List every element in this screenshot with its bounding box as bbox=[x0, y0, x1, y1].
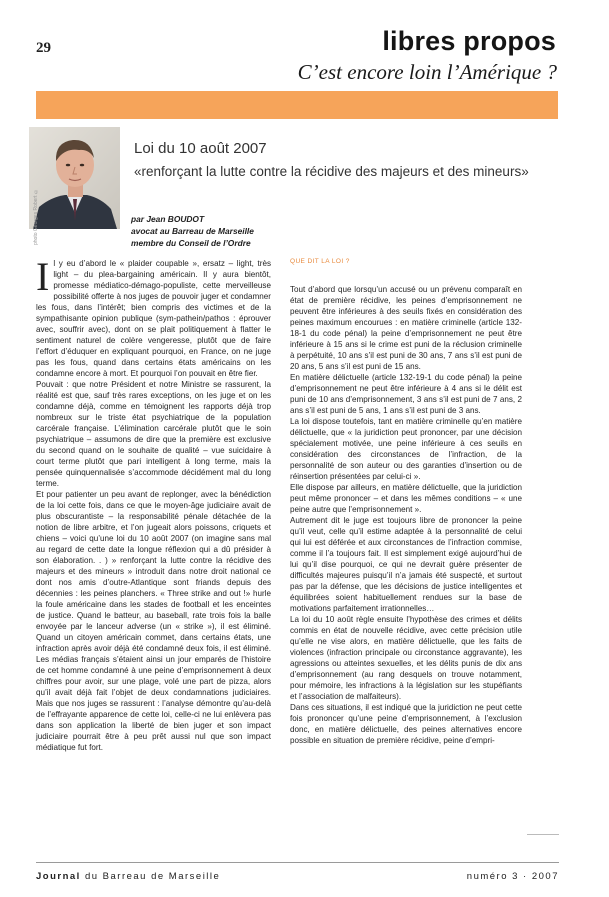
orange-header-band bbox=[36, 91, 558, 119]
footer-journal-name bbox=[36, 871, 220, 882]
left-paragraph: l y eu d’abord le « plaider coupable », ersatz – light, très light – du plea-bargaining américain. Il y aura bientôt, promesse médiatico-démago-populiste, cette merveilleuse possibilité offerte à nos juges de pouvoir juger et condamner les fous, dans l’intérêt; bien compris des victimes et de la sympathisante opinion publique (sym-pathein/pathos : éprouver avec, souffrir avec), dont on se plait politiquement à flatter le sentiment naturel de colère vengeresse, plutôt que de faire l’effort d’éduquer en expliquant pourquoi, en France, on ne juge pas les fous, quand dans certains états américains on les condamne encore à mort. Et pourquoi l’on pouvait en être fier. bbox=[36, 259, 271, 378]
right-paragraph: Autrement dit le juge est toujours libre de prononcer la peine qu’il veut, celle qu’il estime adaptée à la personnalité de celui qui lui est déférée et aux circonstances de l’infraction commise, comme il l’a toujours fait. Il est simplement exigé aujourd’hui de lui qu’il dise pourquoi, ce qui ne devrait guère présenter de difficultés majeures puisqu’il n’a jamais été suspecté, et surtout pas par la défense, que les décisions de justice intelligentes et équilibrées soient habituellement rendues sur la base de motivations parfaitement irrationnelles… bbox=[290, 516, 522, 613]
photo-credit: photo Georges Robert © bbox=[33, 188, 39, 245]
author-role: avocat au Barreau de Marseille bbox=[131, 226, 254, 236]
left-column bbox=[36, 254, 271, 753]
drop-cap: I bbox=[36, 254, 50, 299]
author-photo bbox=[29, 127, 120, 229]
left-paragraph: Et pour patienter un peu avant de replonger, avec la bénédiction de la loi cette fois, dans ce que le moyen-âge judiciaire avait de plus obscurantiste – la responsabilité pénale détachée de la notion de libre arbitre, et l’on jugeait alors poissons, criquets et chiens – voici qu’une loi du 10 août 2007 (on imagine sans mal au regard de cette date la longue réflexion qui a dû présider à son élaboration. . ) » renforçant la lutte contre la récidive des majeurs et des mineurs » introduit dans notre droit national ce dont nos amis d’outre-Atlantique sont friands depuis des décennies : les peines planchers. « Three strike and out !» hurle la foule américaine dans les stades de football et les enceintes de justice. Quand le batteur, au baseball, rate trois fois la balle envoyée par le lanceur adverse (un « strike »), il est éliminé. Quand un citoyen américain commet, dans certains états, une infraction après avoir déjà été condamné deux fois, il est éliminé. Les médias français s’étaient ainsi un jour emparés de l’histoire de cet homme condamné à une peine d’emprisonnement à deux chiffres pour avoir, sur une plage, volé une part de pizza, alors qu’il avait déjà fait l’objet de deux condamnations judiciaires. Mais que nos juges se rassurent : l’analyse démontre qu’au-delà de l’effrayante apparence de cette loi, celle-ci ne lui enlèvera pas dans son application la liberté de bien juger et son impact judiciaire pourrait être à peu prêt aussi nul que son impact médiatique fut fort. bbox=[36, 490, 271, 752]
footer-journal-prefix: Journal bbox=[36, 871, 81, 882]
right-column bbox=[290, 284, 522, 746]
left-paragraph: Pouvait : que notre Président et notre Ministre se rassurent, la réalité est que, sauf très rares exceptions, on les juge et on les condamne déjà, comme en témoignent les rapports déjà trop nombreux sur le triste état psychiatrique de la population carcérale française. L’élimination carcérale plutôt que le soin psychiatrique – assumons de dire que la première est exclusive du second quand on le souhaite de qualité – vue suicidaire à court terme plutôt que pari intelligent à long terme, mais la pensée quinquennalisée s’accommode décidément mal du long terme. bbox=[36, 380, 271, 488]
footer-journal-rest: du Barreau de Marseille bbox=[84, 871, 221, 882]
subheading-que-dit-la-loi: QUE DIT LA LOI ? bbox=[290, 258, 350, 265]
section-subtitle: C’est encore loin l’Amérique ? bbox=[297, 60, 557, 84]
footer-divider bbox=[36, 862, 559, 863]
page-number: 29 bbox=[36, 40, 51, 56]
right-paragraph: Dans ces situations, il est indiqué que la juridiction ne peut cette fois prononcer qu’une peine d’emprisonnement, à l’exclusion donc, en matière délictuelle, des peines alternatives encore possible en situation de première récidive, peine d’empri- bbox=[290, 703, 522, 745]
right-paragraph: La loi du 10 août règle ensuite l’hypothèse des crimes et délits commis en état de nouvelle récidive, avec cette précision utile qu’elle ne vise alors, en matière délictuelle, que les faits de violences (infraction principale ou circonstance aggravante), les agressions ou atteintes sexuelles, et les délits punis de dix ans d’emprisonnement (au rang desquels on trouve notamment, pour mémoire, les infractions à la législation sur les stupéfiants et l’association de malfaiteurs). bbox=[290, 615, 522, 701]
footer-issue-number: numéro 3 · 2007 bbox=[466, 871, 559, 882]
author-byline: par Jean BOUDOT bbox=[131, 214, 205, 224]
right-paragraph: En matière délictuelle (article 132-19-1 du code pénal) la peine d’emprisonnement ne peut être inférieure à 4 ans si le délit est puni de 10 ans d’emprisonnement, 3 ans s’il est puni de 7 ans, 2 ans s’il est puni de 5 ans, 1 ans s’il est puni de 3 ans. bbox=[290, 373, 522, 415]
right-paragraph: Elle dispose par ailleurs, en matière délictuelle, que la juridiction peut même prononcer – et dans les mêmes conditions – « une peine autre que l’emprisonnement ». bbox=[290, 483, 522, 514]
article-title: Loi du 10 août 2007 bbox=[134, 140, 267, 157]
author-position: membre du Conseil de l’Ordre bbox=[131, 238, 251, 248]
section-title: libres propos bbox=[382, 26, 556, 56]
continuation-rule bbox=[527, 834, 559, 835]
right-paragraph: La loi dispose toutefois, tant en matière criminelle qu’en matière délictuelle, que « la juridiction peut prononcer, par une décision spécialement motivée, une peine inférieure à ces seuils en considération des circonstances de l’infraction, de la personnalité de son auteur ou des garanties d’insertion ou de réinsertion présentées par celui-ci ». bbox=[290, 417, 522, 481]
article-subtitle: «renforçant la lutte contre la récidive des majeurs et des mineurs» bbox=[134, 164, 529, 179]
right-paragraph: Tout d’abord que lorsqu’un accusé ou un prévenu comparaît en état de première récidive, les peines d’emprisonnement ne peuvent être inférieures à des seuils fixés en considération des peines maximum encourues : en matière criminelle (article 132-18-1 du code pénal) la peine d’emprisonnement ne peut être inférieure à 15 ans si le crime est puni de la réclusion criminelle à perpétuité, 10 ans s’il est puni de 30 ans, 7 ans s’il est puni de 20 ans, 5 ans s’il est puni de 15 ans. bbox=[290, 285, 522, 371]
